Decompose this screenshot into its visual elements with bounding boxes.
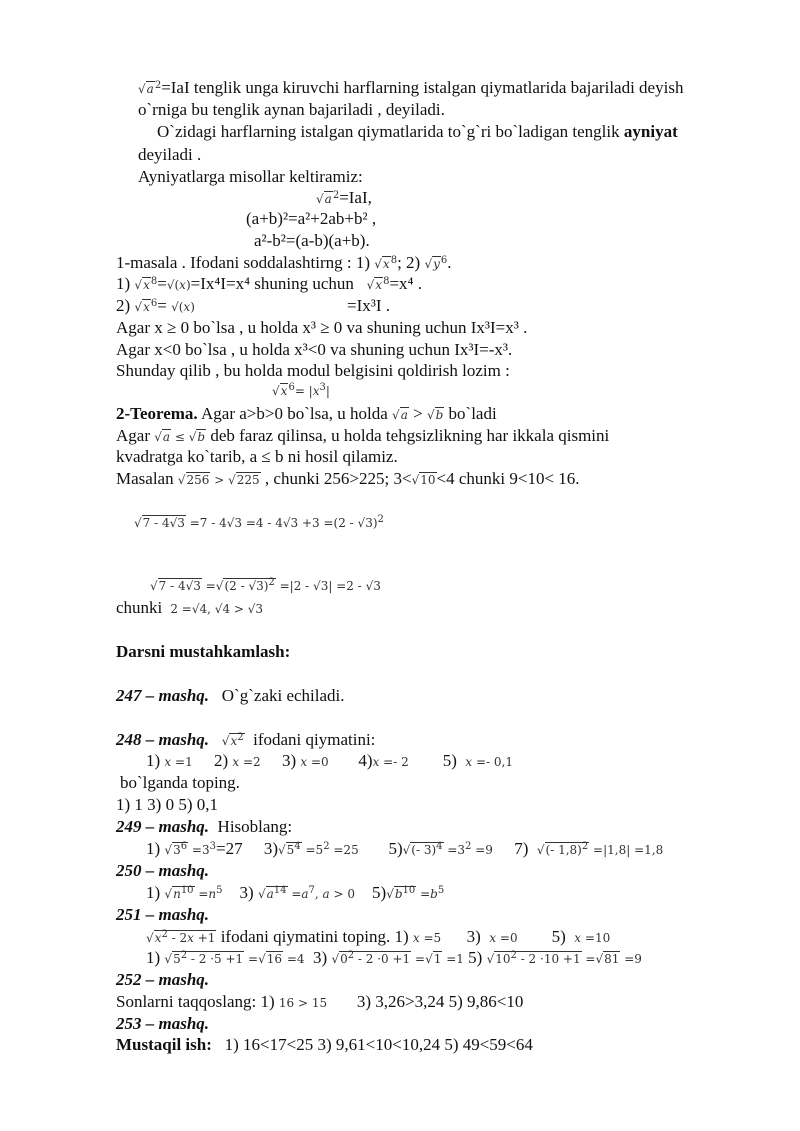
modulus-formula: $√x^6= |x^3|$ <box>272 382 330 398</box>
exercise-249: 249 – mashq. Hisoblang: <box>116 817 293 836</box>
conclusion: Shunday qilib , bu holda modul belgisini qoldirish lozim : <box>116 361 510 380</box>
exercise-251: 251 – mashq. <box>116 905 210 924</box>
section-title: Darsni mustahkamlash: <box>116 642 291 661</box>
exercise-251-solutions: 1) $√5^2 - 2 \cdot 5 +1 =√16 =4$ 3) $√0^2 - 2 \cdot 0 +1 =√1 =1$ 5) $√10^2 - 2 \cdot 10 +1 =√81 =9$ <box>146 948 642 967</box>
nested-radical-formula-2: √7 - 4√3 =√(2 - √3)$^2$ =|2 - √3| =2 - √3 <box>150 577 381 593</box>
masala-1-solution-2: 2) $√x^6= √(x)$ <box>116 296 195 315</box>
exercise-248-options: 1) x =1 2) x =2 3) x =0 4)x =- 2 5) x =- 0,1 <box>146 751 514 770</box>
nested-radical-formula-1: √7 - 4√3 =7 - 4√3 =4 - 4√3 +3 =(2 - √3)$^2$ <box>134 514 384 530</box>
definition-line-2: deyiladi . <box>138 145 202 164</box>
exercise-252-task: Sonlarni taqqoslang: 1) 16 > 15 3) 3,26>3,24 5) 9,86<10 <box>116 992 524 1011</box>
exercise-250: 250 – mashq. <box>116 861 210 880</box>
masala-1-statement: 1-masala . Ifodani soddalashtirng : 1) $√x^8$; 2) $√y^6$. <box>116 253 452 272</box>
exercise-248-answers: 1) 1 3) 0 5) 0,1 <box>116 795 218 814</box>
teorema-2-title: 2-Teorema. <box>116 404 198 423</box>
teorema-2: 2-Teorema. Agar a>b>0 bo`lsa, u holda √a > √b bo`ladi <box>116 404 497 423</box>
example-identity-2: (a+b)²=a²+2ab+b² , <box>246 209 377 228</box>
case-negative: Agar x<0 bo`lsa , u holda x³<0 va shuning uchun Ix³I=-x³. <box>116 340 513 359</box>
exercise-253: 253 – mashq. <box>116 1014 210 1033</box>
sqrt-y6-formula: $√y^6$ <box>424 255 448 271</box>
exercise-252: 252 – mashq. <box>116 970 210 989</box>
exercise-248-tail: bo`lganda toping. <box>120 773 240 792</box>
case-positive: Agar x ≥ 0 bo`lsa , u holda x³ ≥ 0 va shuning uchun Ix³I=x³ . <box>116 318 528 337</box>
masala-1-result: =Ix³I . <box>347 296 391 315</box>
sqrt-x8-formula: $√x^8$ <box>374 255 398 271</box>
examples-intro: Ayniyatlarga misollar keltiramiz: <box>138 167 363 186</box>
example-identity-3: a²-b²=(a-b)(a+b). <box>254 231 370 250</box>
masala-1-solution-1: 1) $√x^8=√(x)=Ix^4I=x^4$ shuning uchun $√x^8=x^4$ . <box>116 274 422 293</box>
exercise-250-items: 1) $√n^{10} =n^5$ 3) $√a^{14} =a^7$, a > 0 $5)√b^{10} =b^5$ <box>146 883 445 902</box>
term-ayniyat: ayniyat <box>623 122 678 141</box>
sqrt-a-squared-formula: $√a^2$ <box>138 80 162 96</box>
exercise-249-items: 1) $√3^6 =3^3=27$ $3)√5^4 =5^2 =25$ 5)√(- $3)^4 =3^2 =9$ 7) √(- 1,8)$^2$ =|1,8| =1,8 <box>146 839 664 858</box>
example-identity-1: $√a^2=IaI$, <box>316 188 372 207</box>
mustaqil-ish: Mustaqil ish: 1) 16<17<25 3) 9,61<10<10,24 5) 49<59<64 <box>116 1035 533 1054</box>
exercise-248: 248 – mashq. $√x^2$ ifodani qiymatini: <box>116 730 376 749</box>
intro-line-2: o`rniga bu tenglik aynan bajariladi , deyiladi. <box>138 100 445 119</box>
teorema-assumption: Agar √a ≤ √b deb faraz qilinsa, u holda tehgsizlikning har ikkala qismini <box>116 426 610 445</box>
definition-line-1: O`zidagi harflarning istalgan qiymatlarida to`g`ri bo`ladigan tenglik ayniyat <box>157 122 678 141</box>
chunki-line: chunki 2 =√4, √4 > √3 <box>116 598 264 617</box>
teorema-example: Masalan √256 > √225 , chunki 256>225; 3<√10<4 chunki 9<10< 16. <box>116 469 580 488</box>
teorema-squaring: kvadratga ko`tarib, a ≤ b ni hosil qilamiz. <box>116 447 398 466</box>
exercise-247: 247 – mashq. O`g`zaki echiladi. <box>116 686 345 705</box>
intro-line-1: $√a^2=IaI$ tenglik unga kiruvchi harflarning istalgan qiymatlarida bajariladi deyish <box>138 78 684 97</box>
exercise-251-task: $√x^2 - 2x +1$ ifodani qiymatini toping. 1) x =5 3) x =0 5) x =10 <box>146 927 611 946</box>
